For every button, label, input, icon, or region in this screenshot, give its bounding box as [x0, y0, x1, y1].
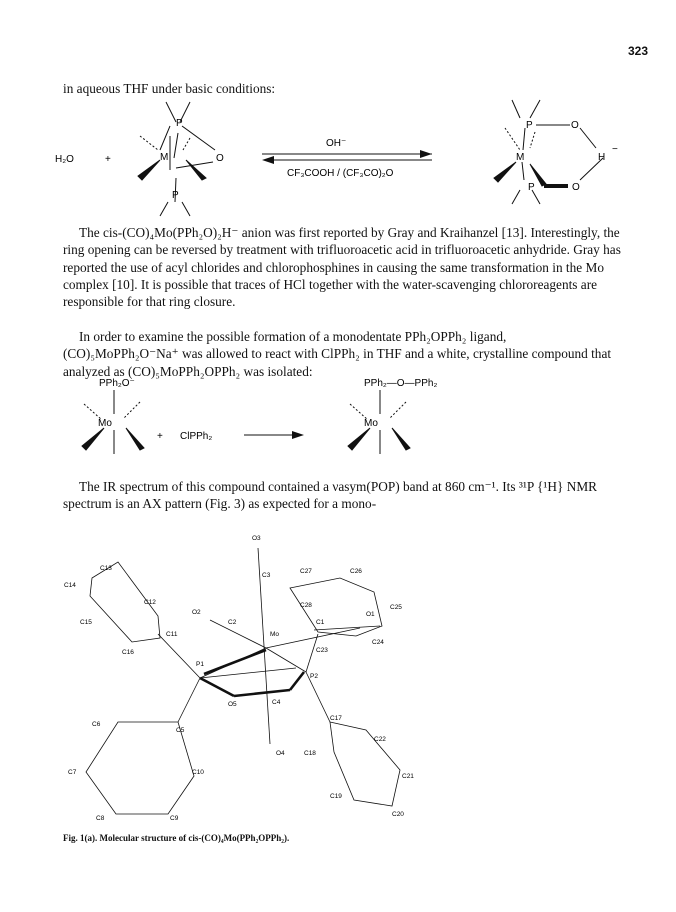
atom-C6: C6: [92, 721, 101, 728]
atom-C23: C23: [316, 647, 328, 654]
p-atom-top: P: [176, 118, 183, 129]
atom-C5: C5: [176, 727, 185, 734]
atom-C7: C7: [68, 769, 77, 776]
atom-C26: C26: [350, 568, 362, 575]
page-number: 323: [628, 44, 649, 58]
atom-P2: P2: [310, 673, 318, 680]
atom-C11: C11: [166, 631, 178, 638]
metal-mo-right: Mo: [364, 418, 378, 429]
arrow-top-label: OH⁻: [326, 138, 347, 149]
atom-C13: C13: [100, 565, 112, 572]
metal-mo-left: Mo: [98, 418, 112, 429]
atom-C19: C19: [330, 793, 342, 800]
o-atom-left: O: [216, 153, 224, 164]
figure-caption: Fig. 1(a). Molecular structure of cis-(CO)₄Mo(PPh₂OPPh₂).: [63, 833, 290, 843]
ring-opened-complex: [494, 100, 606, 204]
atom-C21: C21: [402, 773, 414, 780]
atom-C16: C16: [122, 649, 134, 656]
atom-O2: O2: [192, 609, 201, 616]
atom-C3: C3: [262, 572, 271, 579]
atom-C9: C9: [170, 815, 179, 822]
atom-C8: C8: [96, 815, 105, 822]
atom-C20: C20: [392, 811, 404, 818]
molecular-structure-figure: [0, 530, 676, 830]
structure-bonds: [86, 548, 400, 814]
paragraph-1: The cis-(CO)₄Mo(PPh₂O)₂H⁻ anion was first reported by Gray and Kraihanzel [13]. Interestingly, the ring opening can be reversed by treatment with trifluoroacetic acid in trifluoroacetic anhydride. Gray has reported the use of acyl chlorides and chlorophosphines in causing the same transformation in the Mo complex [10]. It is possible that traces of HCl together with the water-scavenging chlororeagents are responsible for that ring closure.: [63, 225, 621, 310]
atom-C12: C12: [144, 599, 156, 606]
paragraph-2: In order to examine the possible formation of a monodentate PPh₂OPPh₂ ligand, (CO)₅MoPPh₂O⁻Na⁺ was allowed to react with ClPPh₂ in THF and a white, crystalline compound that analyzed as (CO)₅MoPPh₂OPPh₂ was isolated:: [63, 329, 612, 379]
atom-C17: C17: [330, 715, 342, 722]
h-atom: H: [598, 152, 606, 163]
equilibrium-arrow: [262, 150, 432, 164]
metal-left: M: [160, 152, 169, 163]
arrow-bottom-label: CF₃COOH / (CF₃CO)₂O: [287, 168, 394, 179]
scheme-substitution: [0, 372, 676, 472]
atom-C25: C25: [390, 604, 402, 611]
atom-C1: C1: [316, 619, 325, 626]
atom-O3: O3: [252, 535, 261, 542]
o-atom-right-top: O: [571, 120, 579, 131]
atom-C28: C28: [300, 602, 312, 609]
atom-Mo: Mo: [270, 631, 280, 638]
o-atom-right-bottom: O: [572, 182, 580, 193]
atom-O5: O5: [228, 701, 237, 708]
paragraph-3: The IR spectrum of this compound contained a νasym(POP) band at 860 cm⁻¹. Its ³¹P {¹H} NMR spectrum is an AX pattern (Fig. 3) as expected for a mono-: [63, 479, 598, 512]
p-atom-right-bottom: P: [528, 182, 535, 193]
plus-sign: +: [105, 154, 111, 165]
pop-bridge: [200, 650, 304, 696]
atom-C2: C2: [228, 619, 237, 626]
atom-O1: O1: [366, 611, 375, 618]
mo-complex-left: [82, 390, 144, 454]
atom-C22: C22: [374, 736, 386, 743]
ligand-left: PPh₂O⁻: [99, 378, 135, 389]
atom-C24: C24: [372, 639, 384, 646]
atom-C15: C15: [80, 619, 92, 626]
water-label: H₂O: [55, 154, 74, 165]
plus-sign-2: +: [157, 431, 163, 442]
atom-C10: C10: [192, 769, 204, 776]
atom-C14: C14: [64, 582, 76, 589]
mo-complex-right: [348, 390, 410, 454]
p-o-double-bond: [544, 184, 568, 188]
reagent-label: ClPPh₂: [180, 431, 213, 442]
ligand-right: PPh₂—O—PPh₂: [364, 378, 438, 389]
atom-P1: P1: [196, 661, 204, 668]
p-atom-bottom: P: [172, 190, 179, 201]
atom-C4: C4: [272, 699, 281, 706]
metal-right: M: [516, 152, 525, 163]
reaction-arrow: [244, 431, 304, 439]
atom-C18: C18: [304, 750, 316, 757]
atom-C27: C27: [300, 568, 312, 575]
scheme-ring-opening: [0, 98, 676, 223]
atom-O4: O4: [276, 750, 285, 757]
intro-line: in aqueous THF under basic conditions:: [63, 81, 276, 96]
p-atom-right-top: P: [526, 120, 533, 131]
minus-charge: −: [612, 144, 618, 155]
